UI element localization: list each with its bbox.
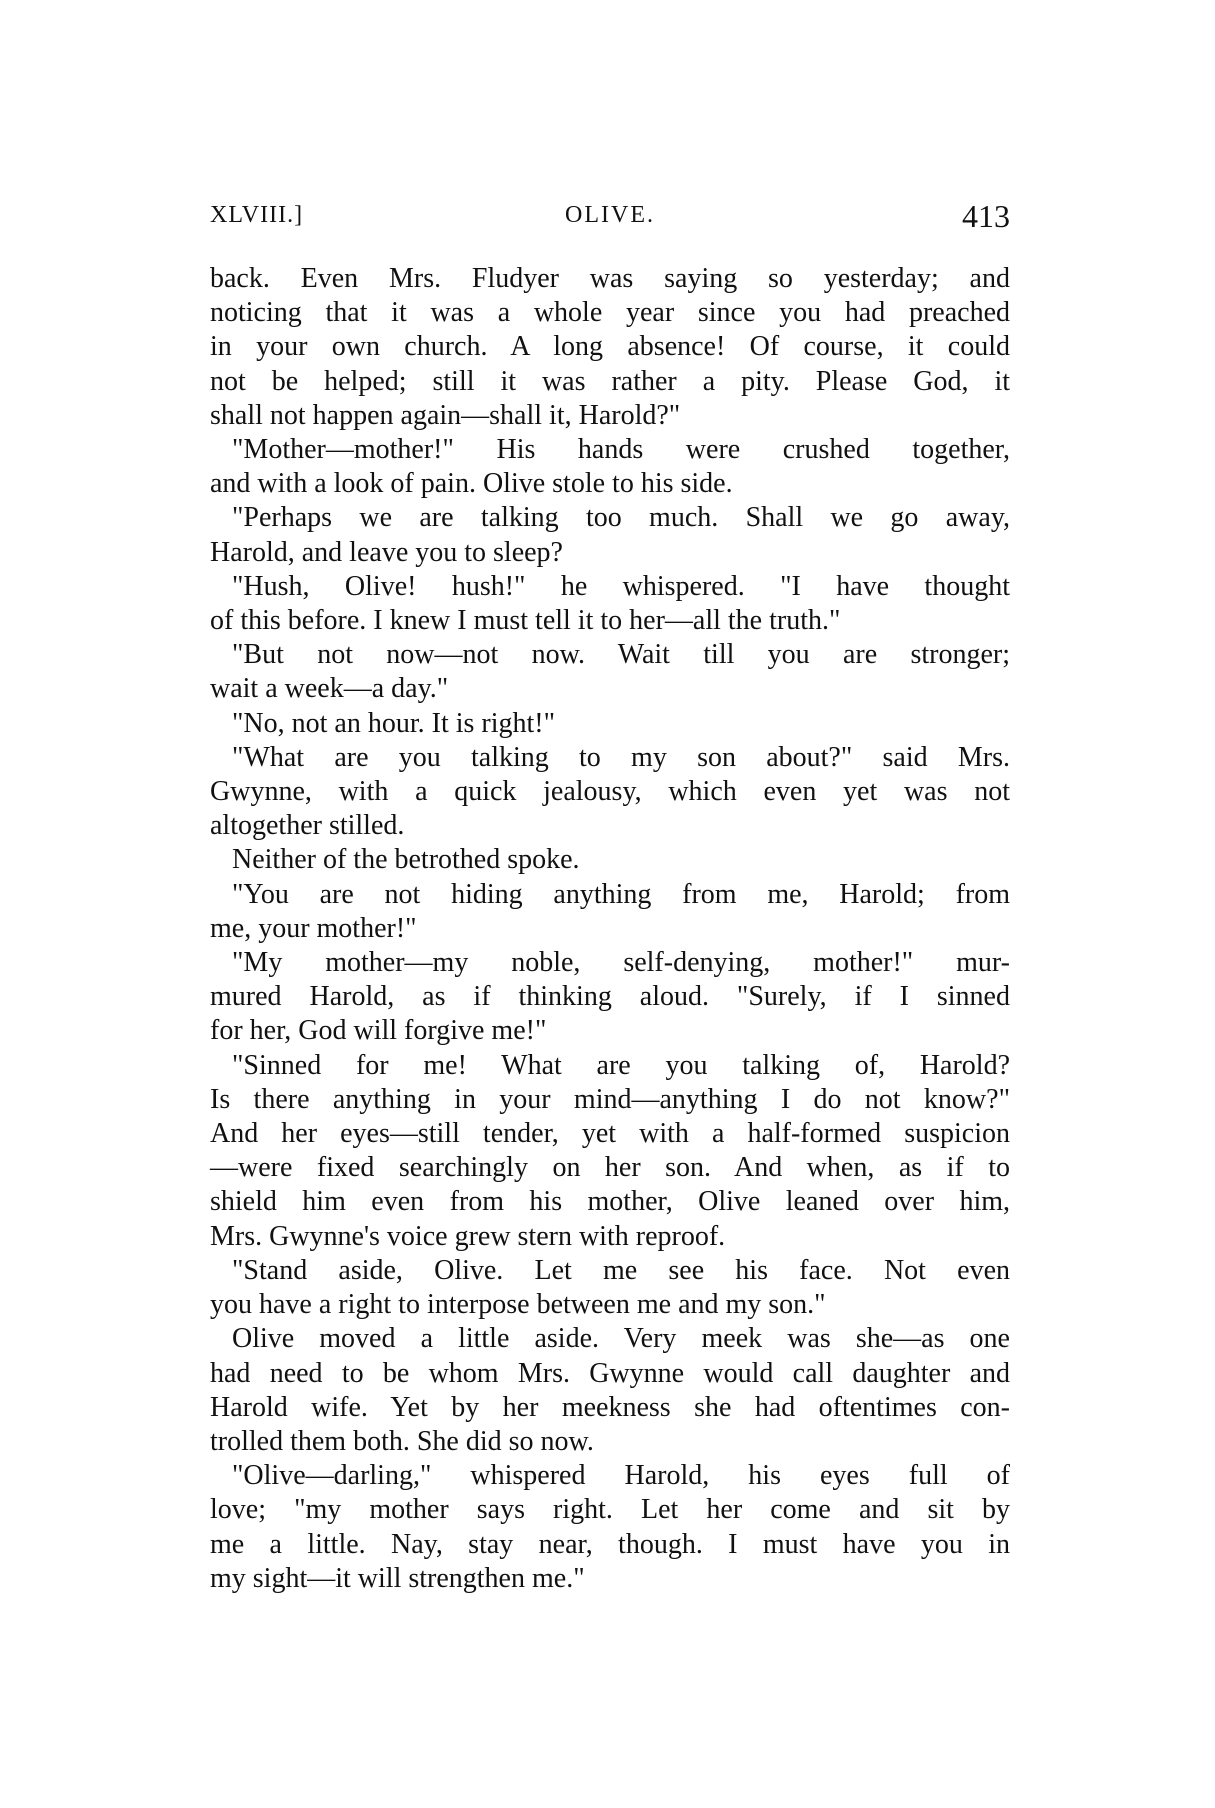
text-line: —were fixed searchingly on her son. And when, as if to <box>210 1152 1010 1184</box>
running-title: OLIVE. <box>565 202 655 228</box>
text-line: Neither of the betrothed spoke. <box>232 844 580 876</box>
text-line: and with a look of pain. Olive stole to his side. <box>210 468 733 500</box>
text-line: altogether stilled. <box>210 810 405 842</box>
text-line: back. Even Mrs. Fludyer was saying so yesterday; and <box>210 263 1010 294</box>
text-line: Harold wife. Yet by her meekness she had oftentimes con- <box>210 1391 1010 1423</box>
text-line: of this before. I knew I must tell it to her—all the truth." <box>210 605 841 637</box>
text-line: "No, not an hour. It is right!" <box>232 707 556 739</box>
text-line: "Olive—darling," whispered Harold, his eyes full of <box>232 1460 1010 1492</box>
text-line: shall not happen again—shall it, Harold?" <box>210 399 681 431</box>
text-line: my sight—it will strengthen me." <box>210 1562 585 1594</box>
text-line: Is there anything in your mind—anything I do not know?" <box>210 1083 1010 1115</box>
running-header <box>210 198 1010 246</box>
text-line: "What are you talking to my son about?" said Mrs. <box>232 741 1010 773</box>
text-line: Mrs. Gwynne's voice grew stern with reproof. <box>210 1220 726 1252</box>
text-line: Olive moved a little aside. Very meek was she—as one <box>232 1323 1010 1355</box>
text-line: love; "my mother says right. Let her come and sit by <box>210 1494 1010 1526</box>
text-line: "Sinned for me! What are you talking of, Harold? <box>232 1049 1010 1081</box>
text-line: "Mother—mother!" His hands were crushed together, <box>232 434 1010 466</box>
text-line: you have a right to interpose between me and my son." <box>210 1289 826 1321</box>
chapter-number: XLVIII.] <box>210 202 304 228</box>
text-line: mured Harold, as if thinking aloud. "Surely, if I sinned <box>210 981 1010 1013</box>
text-line: for her, God will forgive me!" <box>210 1015 547 1047</box>
text-line: not be helped; still it was rather a pity. Please God, it <box>210 365 1010 397</box>
text-line: "My mother—my noble, self-denying, mother!" mur- <box>232 947 1010 979</box>
text-line: "Hush, Olive! hush!" he whispered. "I have thought <box>232 570 1010 602</box>
text-line: trolled them both. She did so now. <box>210 1425 594 1457</box>
text-line: shield him even from his mother, Olive leaned over him, <box>210 1186 1010 1218</box>
page-number: 413 <box>962 198 1010 234</box>
text-line: "Perhaps we are talking too much. Shall we go away, <box>232 502 1010 534</box>
text-line: "But not now—not now. Wait till you are stronger; <box>232 639 1010 671</box>
text-line: Gwynne, with a quick jealousy, which even yet was not <box>210 776 1010 808</box>
text-line: wait a week—a day." <box>210 673 449 705</box>
text-line: noticing that it was a whole year since you had preached <box>210 297 1010 329</box>
text-line: me a little. Nay, stay near, though. I must have you in <box>210 1528 1010 1560</box>
text-line: in your own church. A long absence! Of course, it could <box>210 331 1010 363</box>
text-line: me, your mother!" <box>210 912 417 944</box>
text-line: "Stand aside, Olive. Let me see his face. Not even <box>232 1254 1010 1286</box>
body-text <box>210 262 1010 1596</box>
text-line: Harold, and leave you to sleep? <box>210 536 563 568</box>
text-line: had need to be whom Mrs. Gwynne would call daughter and <box>210 1357 1010 1389</box>
text-line: "You are not hiding anything from me, Harold; from <box>232 878 1010 910</box>
text-line: And her eyes—still tender, yet with a half-formed suspicion <box>210 1118 1010 1150</box>
